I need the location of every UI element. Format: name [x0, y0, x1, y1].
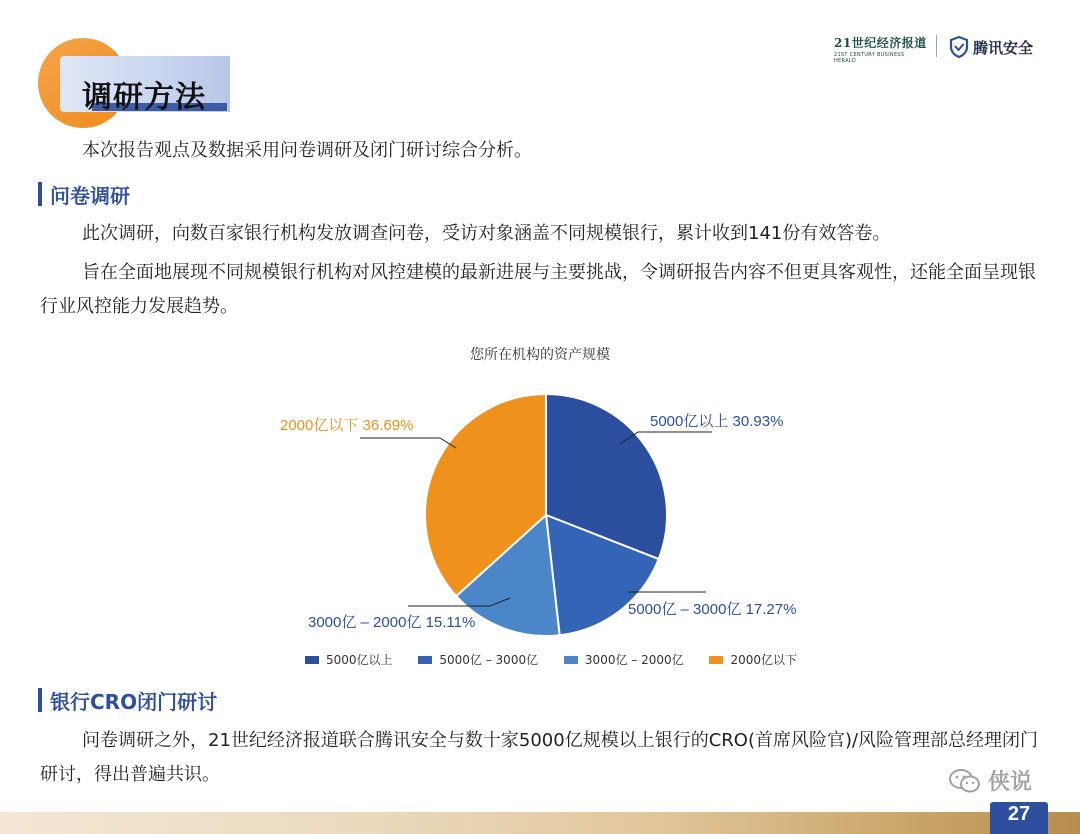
- chart-title: 您所在机构的资产规模: [470, 347, 610, 363]
- slice-label: 5000亿以上 30.93%: [650, 413, 784, 430]
- page-title: 调研方法: [82, 80, 206, 115]
- watermark: [948, 765, 1032, 796]
- footer-bar: [0, 812, 1080, 834]
- intro-text: 本次报告观点及数据采用问卷调研及闭门研讨综合分析。: [82, 140, 532, 161]
- survey-paragraph-1: 此次调研，向数百家银行机构发放调查问卷，受访对象涵盖不同规模银行，累计收到141份有效答卷。: [82, 223, 891, 244]
- legend-swatch: [564, 656, 578, 664]
- legend-label: 5000亿 – 3000亿: [439, 653, 539, 667]
- section-title-survey: 问卷调研: [50, 184, 130, 208]
- legend-swatch: [709, 656, 723, 664]
- herald-logo-text: 21世纪经济报道: [834, 36, 927, 50]
- asset-scale-pie-chart: [280, 360, 840, 640]
- herald-logo-subtext: 21ST CENTURY BUSINESS HERALD: [834, 52, 905, 64]
- section-marker: [38, 688, 42, 712]
- survey-paragraph-2: 旨在全面地展现不同规模银行机构对风控建模的最新进展与主要挑战，令调研报告内容不但更具客观性，还能全面呈现银行业风控能力发展趋势。: [40, 262, 1036, 317]
- logo-divider: [936, 35, 937, 57]
- legend-item: [418, 651, 538, 668]
- slice-label: 2000亿以下 36.69%: [280, 417, 414, 434]
- herald-logo: [834, 34, 928, 64]
- legend-swatch: [305, 656, 319, 664]
- section-marker: [38, 182, 42, 206]
- legend-item: [709, 651, 797, 668]
- legend-label: 2000亿以下: [730, 653, 798, 667]
- legend-label: 5000亿以上: [326, 653, 393, 667]
- legend-label: 3000亿 – 2000亿: [584, 653, 684, 667]
- shield-icon: [949, 36, 969, 62]
- legend-swatch: [418, 656, 432, 664]
- section-title-cro: 银行CRO闭门研讨: [50, 690, 218, 714]
- wechat-icon: [948, 767, 982, 795]
- tencent-security-logo: 腾讯安全: [973, 39, 1034, 57]
- legend-item: [305, 651, 393, 668]
- cro-paragraph: 问卷调研之外，21世纪经济报道联合腾讯安全与数十家5000亿规模以上银行的CRO(首席风险官)/风险管理部总经理闭门研讨，得出普遍共识。: [40, 730, 1039, 785]
- slice-label: 5000亿 – 3000亿 17.27%: [628, 601, 797, 618]
- chart-legend: [305, 651, 819, 668]
- slice-label: 3000亿 – 2000亿 15.11%: [308, 614, 476, 631]
- watermark-text: 侠说: [988, 770, 1033, 795]
- slice-leader-line: [360, 438, 456, 448]
- page-number: 27: [1007, 803, 1031, 825]
- legend-item: [564, 651, 684, 668]
